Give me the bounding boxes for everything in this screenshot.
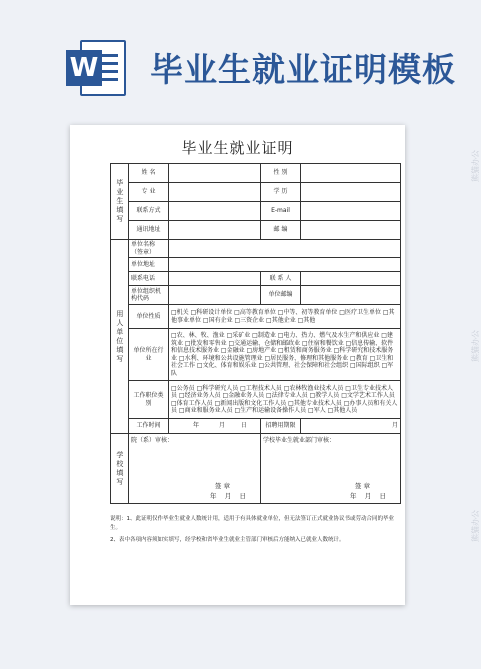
- office-review-label: 学校毕业生就业部门审核：: [263, 437, 336, 444]
- degree-field[interactable]: [301, 183, 401, 202]
- school-section-label: 学校填写: [111, 434, 129, 504]
- dept-date: 年 月 日: [209, 491, 246, 500]
- dept-seal-label: 签 章: [214, 481, 230, 490]
- month-label: 月: [218, 422, 225, 430]
- contact-person-label: 联 系 人: [261, 272, 301, 286]
- unit-name-label: 单位名称（签章）: [129, 240, 169, 258]
- contact-phone-field[interactable]: [169, 272, 261, 286]
- note-line-2: 2、表中各项内容须如实填写，经学校和省毕业生就业主管部门审核后方能纳入已就业人数统计。: [110, 536, 345, 543]
- contact-phone-label: 联系电话: [129, 272, 169, 286]
- office-seal-label: 签 章: [354, 481, 370, 490]
- contact-field[interactable]: [169, 202, 261, 221]
- year-label: 年: [193, 422, 200, 430]
- major-field[interactable]: [169, 183, 261, 202]
- unit-nature-label: 单位性质: [129, 305, 169, 329]
- major-label: 专 业: [129, 183, 169, 202]
- form-notes: [110, 515, 400, 547]
- day-label: 日: [240, 422, 247, 430]
- unit-name-field[interactable]: [169, 240, 401, 258]
- gender-label: 性 别: [261, 164, 301, 183]
- degree-label: 学 历: [261, 183, 301, 202]
- term-label: 招聘用期限: [261, 419, 301, 434]
- gender-field[interactable]: [301, 164, 401, 183]
- email-label: E-mail: [261, 202, 301, 221]
- postcode-field[interactable]: [301, 221, 401, 240]
- industry-label: 单位所在行业: [129, 329, 169, 381]
- note-line-1: 说明：1、此证明仅作毕业生就业人数统计用，适用于有具体就业单位，但无法签订正式就业协议书或劳动合同的毕业生。: [110, 516, 395, 531]
- contact-label: 联系方式: [129, 202, 169, 221]
- contact-person-field[interactable]: [301, 272, 401, 286]
- document-title: 毕业生就业证明: [181, 139, 294, 157]
- graduate-section-label: 毕业生填写: [111, 164, 129, 240]
- name-label: 姓 名: [129, 164, 169, 183]
- job-type-label: 工作职位类别: [129, 381, 169, 419]
- document-preview: [70, 125, 405, 605]
- word-document-icon: W: [66, 40, 128, 96]
- employment-form-table: [110, 163, 401, 504]
- address-label: 通讯地址: [129, 221, 169, 240]
- watermark-text: 熊猫办公: [471, 150, 480, 182]
- start-date-field[interactable]: [169, 419, 261, 434]
- employer-section-label: 用人单位填写: [111, 240, 129, 434]
- page-title: 毕业生就业证明模板: [150, 50, 456, 89]
- start-date-label: 工作时间: [129, 419, 169, 434]
- unit-address-field[interactable]: [169, 258, 401, 272]
- watermark-text: 熊猫办公: [471, 330, 480, 362]
- dept-review-label: 院（系）审核：: [131, 437, 174, 444]
- watermark-text: 熊猫办公: [471, 510, 480, 542]
- term-field[interactable]: [301, 419, 401, 434]
- unit-nature-options[interactable]: □机关 □科研设计单位 □高等教育单位 □中等、初等教育单位 □医疗卫生单位 □其他事业单位 □国有企业 □三资企业 □其他企业 □其他: [169, 305, 401, 329]
- office-date: 年 月 日: [349, 491, 386, 500]
- postcode-label: 邮 编: [261, 221, 301, 240]
- term-unit: 月: [391, 422, 398, 430]
- name-field[interactable]: [169, 164, 261, 183]
- address-field[interactable]: [169, 221, 261, 240]
- header-banner: [0, 0, 474, 120]
- job-type-options[interactable]: □公务员 □科学研究人员 □工程技术人员 □农林牧渔业技术人员 □卫生专业技术人员 □经济业务人员 □金融业务人员 □法律专业人员 □教学人员 □文学艺术工作人员 □体育工作人员 □新闻出版和文化工作人员 □其他专业技术人员 □办事人员和有关人员 □商业和服务业人员 □生产和运输设备操作人员 □军人 □其他人员: [169, 381, 401, 419]
- dept-review-cell[interactable]: [129, 434, 261, 504]
- email-field[interactable]: [301, 202, 401, 221]
- unit-postcode-label: 单位邮编: [261, 286, 301, 305]
- unit-postcode-field[interactable]: [301, 286, 401, 305]
- org-code-field[interactable]: [169, 286, 261, 305]
- org-code-label: 单位组织机构代码: [129, 286, 169, 305]
- office-review-cell[interactable]: [261, 434, 401, 504]
- unit-address-label: 单位地址: [129, 258, 169, 272]
- industry-options[interactable]: □农、林、牧、渔业 □采矿业 □制造业 □电力、热力、燃气及水生产和供应业 □建筑业 □批发和零售业 □交通运输、仓储和邮政业 □住宿和餐饮业 □信息传输、软件和信息技术服务业 □金融业 □房地产业 □租赁和商务服务业 □科学研究和技术服务业 □水利、环境和公共设施管理业 □居民服务、修理和其他服务业 □教育 □卫生和社会工作 □文化、体育和娱乐业 □公共管理、社会保障和社会组织 □国际组织 □军队: [169, 329, 401, 381]
